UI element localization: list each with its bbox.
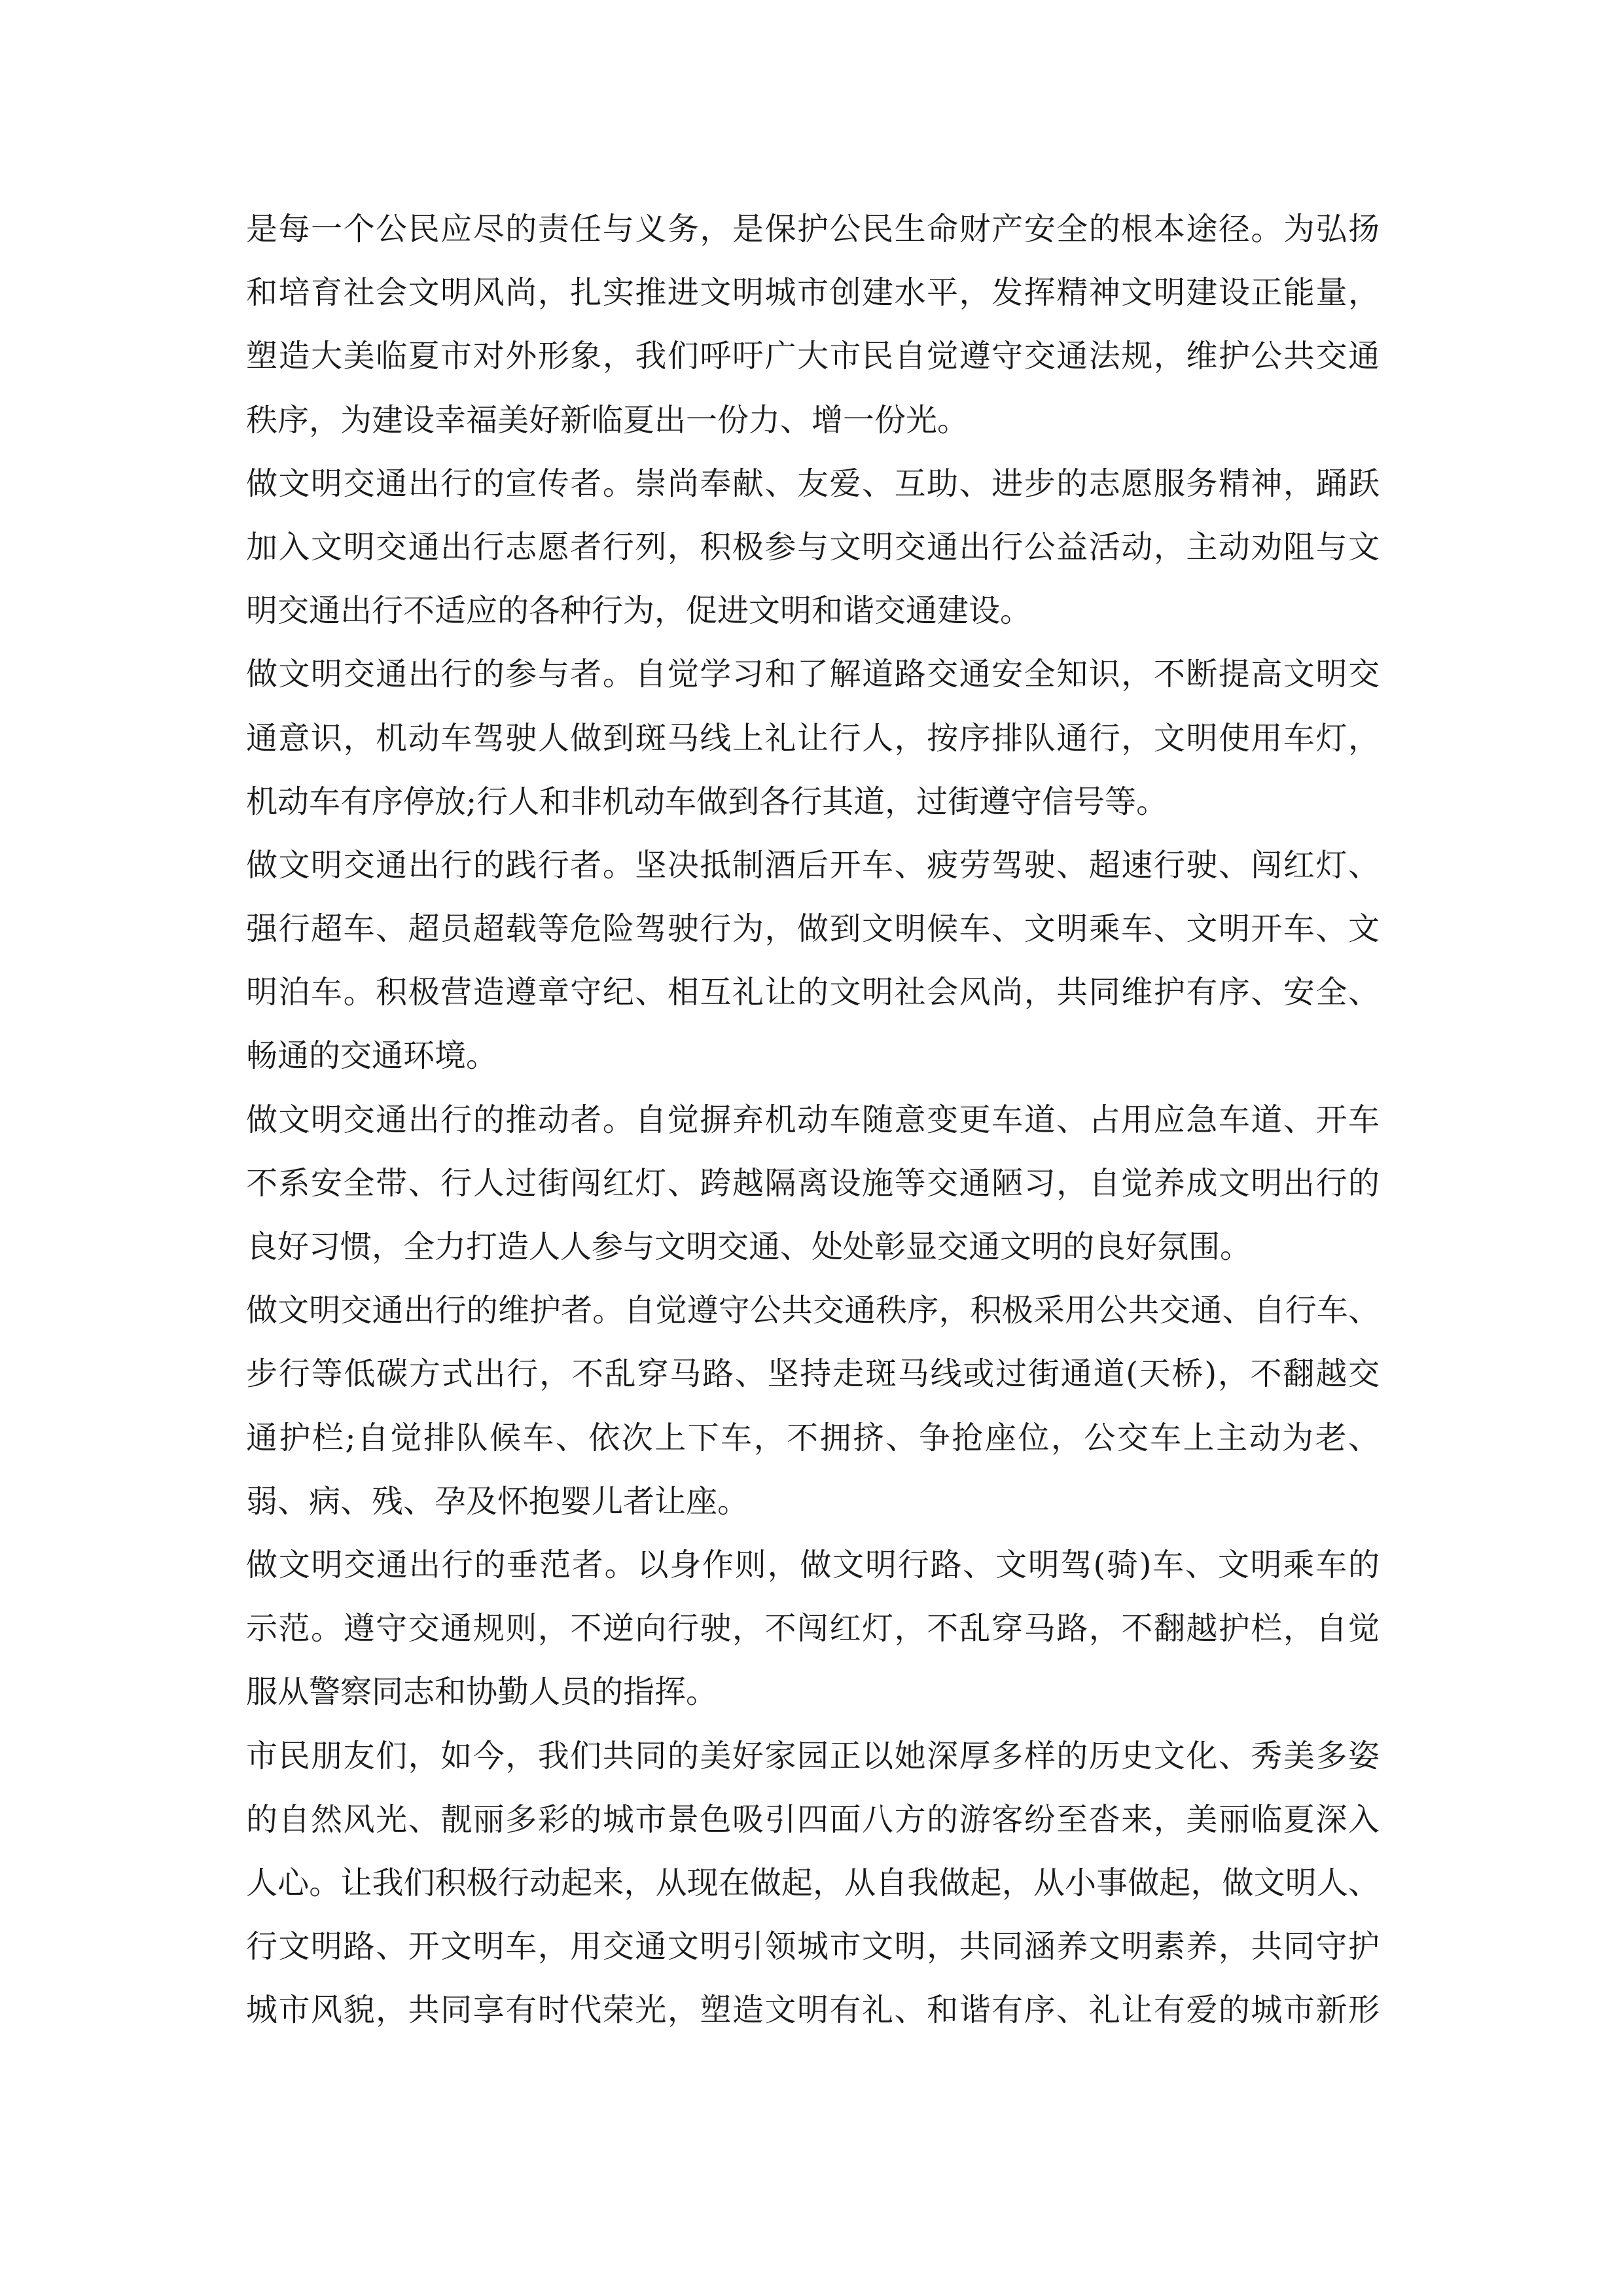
text-line: 做文明交通出行的践行者。坚决抵制酒后开车、疲劳驾驶、超速行驶、闯红灯、 <box>246 846 1380 884</box>
text-line: 做文明交通出行的宣传者。崇尚奉献、友爱、互助、进步的志愿服务精神，踊跃 <box>246 465 1380 502</box>
text-line: 做文明交通出行的垂范者。以身作则，做文明行路、文明驾(骑)车、文明乘车的 <box>246 1546 1380 1583</box>
text-line: 和培育社会文明风尚，扎实推进文明城市创建水平，发挥精神文明建设正能量， <box>246 274 1380 312</box>
text-line: 塑造大美临夏市对外形象，我们呼吁广大市民自觉遵守交通法规，维护公共交通 <box>246 338 1380 375</box>
text-line: 步行等低碳方式出行，不乱穿马路、坚持走斑马线或过街通道(天桥)，不翻越交 <box>246 1355 1380 1393</box>
text-line: 做文明交通出行的参与者。自觉学习和了解道路交通安全知识，不断提高文明交 <box>246 656 1380 693</box>
text-line: 明泊车。积极营造遵章守纪、相互礼让的文明社会风尚，共同维护有序、安全、 <box>246 974 1380 1011</box>
text-line: 弱、病、残、孕及怀抱婴儿者让座。 <box>246 1482 749 1520</box>
text-line: 强行超车、超员超载等危险驾驶行为，做到文明候车、文明乘车、文明开车、文 <box>246 910 1380 948</box>
text-line: 明交通出行不适应的各种行为，促进文明和谐交通建设。 <box>246 592 1032 630</box>
text-line: 服从警察同志和协勤人员的指挥。 <box>246 1674 718 1711</box>
text-line: 的自然风光、靓丽多彩的城市景色吸引四面八方的游客纷至沓来，美丽临夏深入 <box>246 1801 1380 1838</box>
text-line: 行文明路、开文明车，用交通文明引领城市文明，共同涵养文明素养，共同守护 <box>246 1928 1380 1965</box>
text-line: 人心。让我们积极行动起来，从现在做起，从自我做起，从小事做起，做文明人、 <box>246 1864 1380 1901</box>
text-line: 良好习惯，全力打造人人参与文明交通、处处彰显交通文明的良好氛围。 <box>246 1229 1252 1265</box>
text-line: 秩序，为建设幸福美好新临夏出一份力、增一份光。 <box>246 401 969 439</box>
text-line: 通意识，机动车驾驶人做到斑马线上礼让行人，按序排队通行，文明使用车灯， <box>246 719 1380 757</box>
text-line: 示范。遵守交通规则，不逆向行驶，不闯红灯，不乱穿马路，不翻越护栏，自觉 <box>246 1610 1380 1647</box>
text-line: 通护栏;自觉排队候车、依次上下车，不拥挤、争抢座位，公交车上主动为老、 <box>246 1419 1380 1456</box>
text-line: 机动车有序停放;行人和非机动车做到各行其道，过街遵守信号等。 <box>246 783 1168 820</box>
text-line: 市民朋友们，如今，我们共同的美好家园正以她深厚多样的历史文化、秀美多姿 <box>246 1737 1380 1774</box>
text-line: 城市风貌，共同享有时代荣光，塑造文明有礼、和谐有序、礼让有爱的城市新形 <box>246 1992 1380 2029</box>
text-line: 不系安全带、行人过街闯红灯、跨越隔离设施等交通陋习，自觉养成文明出行的 <box>246 1164 1380 1202</box>
text-line: 是每一个公民应尽的责任与义务，是保护公民生命财产安全的根本途径。为弘扬 <box>246 211 1380 247</box>
text-line: 加入文明交通出行志愿者行列，积极参与文明交通出行公益活动，主动劝阻与文 <box>246 528 1380 565</box>
document-body-text <box>246 198 1380 2042</box>
text-line: 做文明交通出行的维护者。自觉遵守公共交通秩序，积极采用公共交通、自行车、 <box>246 1292 1380 1329</box>
text-line: 做文明交通出行的推动者。自觉摒弃机动车随意变更车道、占用应急车道、开车 <box>246 1101 1380 1138</box>
text-line: 畅通的交通环境。 <box>246 1037 498 1075</box>
